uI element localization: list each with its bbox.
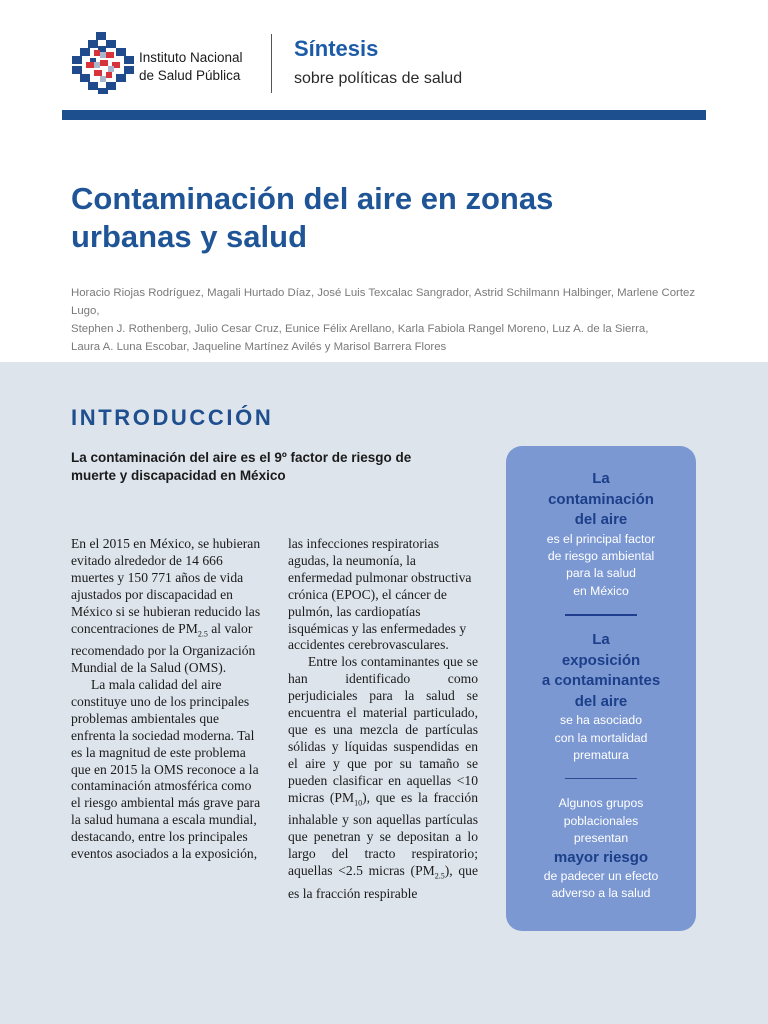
callout-text: se ha asociado bbox=[560, 713, 642, 728]
key-facts-callout bbox=[506, 446, 696, 931]
series-title: Síntesis bbox=[294, 36, 379, 61]
title-line2: urbanas y salud bbox=[71, 219, 308, 254]
callout-emphasis: del aire bbox=[574, 692, 628, 710]
body-column-left bbox=[71, 536, 261, 863]
callout-emphasis: exposición bbox=[561, 651, 641, 669]
page-header bbox=[0, 0, 768, 110]
callout-emphasis: contaminación bbox=[548, 490, 654, 508]
paragraph bbox=[288, 654, 478, 902]
paragraph-text: Entre los contaminantes que se han identificado como perjudiciales para la salud se encuentra el material particulado, que es una mezcla de partículas sólidas y líquidas suspendidas en el aire y que por su tamaño se pueden clasificar en aquellas <10 micras (PM bbox=[288, 654, 478, 805]
paragraph bbox=[71, 536, 261, 677]
authors-line1: Horacio Riojas Rodríguez, Magali Hurtado Díaz, José Luis Texcalac Sangrador, Astrid Schilmann Halbinger, Marlene Cortez Lugo, bbox=[71, 287, 696, 317]
paragraph-text: ), que es la fracción inhalable y son aquellas partículas que penetran y se depositan a lo largo del tracto respiratorio; aquellas <2.5 micras (PM bbox=[288, 789, 478, 878]
lead-statement bbox=[71, 449, 461, 485]
institute-name-line2: de Salud Pública bbox=[139, 68, 241, 83]
header-rule bbox=[62, 110, 706, 120]
callout-text: en México bbox=[573, 583, 629, 598]
subscript: 2.5 bbox=[197, 629, 208, 639]
callout-text: de padecer un efecto bbox=[543, 869, 659, 884]
lead-line2: muerte y discapacidad en México bbox=[71, 468, 286, 483]
callout-text: de riesgo ambiental bbox=[547, 548, 655, 563]
institute-name-line1: Instituto Nacional bbox=[139, 50, 243, 65]
body-column-right bbox=[288, 536, 478, 902]
paragraph: las infecciones respiratorias agudas, la neumonía, la enfermedad pulmonar obstructiva crónica (EPOC), el cáncer de pulmón, las cardiopatías isquémicas y las enfermedades y accidentes cerebrovasculares. bbox=[288, 536, 472, 653]
authors-line2: Stephen J. Rothenberg, Julio Cesar Cruz, Eunice Félix Arellano, Karla Fabiola Rangel Moreno, Luz A. de la Sierra, bbox=[71, 323, 649, 335]
paragraph-text: ), que es la fracción respirable bbox=[288, 862, 478, 901]
header-divider bbox=[271, 34, 272, 93]
callout-text: para la salud bbox=[566, 566, 636, 581]
institute-name bbox=[139, 49, 243, 85]
lead-line1: La contaminación del aire es el 9º factor de riesgo de bbox=[71, 450, 412, 465]
callout-emphasis: del aire bbox=[574, 511, 628, 528]
document-title bbox=[71, 180, 691, 256]
subscript: 10 bbox=[354, 798, 363, 808]
callout-emphasis: a contaminantes bbox=[541, 672, 661, 690]
paragraph-text: al valor recomendado por la Organización Mundial de la Salud (OMS). bbox=[71, 620, 256, 676]
callout-text: prematura bbox=[573, 747, 629, 762]
authors-line3: Laura A. Luna Escobar, Jaqueline Martínez Avilés y Marisol Barrera Flores bbox=[71, 341, 447, 353]
paragraph: La mala calidad del aire constituye uno de los principales problemas ambientales que enfrenta la sociedad moderna. Tal es la magnitud de este problema que en 2015 la OMS reconoce a la contaminación atmosférica como el riesgo ambiental más grave para la salud humana a escala mundial, destacando, entre los principales eventos asociados a la exposición, bbox=[71, 676, 261, 862]
authors-list bbox=[71, 284, 711, 356]
callout-emphasis: mayor riesgo bbox=[553, 848, 649, 866]
callout-emphasis: La bbox=[592, 470, 610, 487]
section-heading: INTRODUCCIÓN bbox=[71, 405, 274, 430]
callout-text: poblacionales bbox=[563, 813, 639, 828]
series-subtitle: sobre políticas de salud bbox=[294, 70, 463, 87]
callout-text: es el principal factor bbox=[546, 531, 656, 546]
insp-logo-icon bbox=[72, 32, 134, 94]
callout-emphasis: La bbox=[592, 631, 610, 649]
callout-text: presentan bbox=[573, 831, 629, 846]
paragraph-text: En el 2015 en México, se hubieran evitado alrededor de 14 666 muertes y 150 771 años de vida ajustados por discapacidad en México si se hubieran reducido las concentraciones de PM bbox=[71, 536, 261, 636]
callout-text: Algunos grupos bbox=[558, 796, 644, 811]
callout-text: adverso a la salud bbox=[551, 886, 651, 901]
subscript: 2.5 bbox=[434, 871, 445, 881]
title-line1: Contaminación del aire en zonas bbox=[71, 181, 554, 216]
callout-text: con la mortalidad bbox=[554, 730, 648, 745]
